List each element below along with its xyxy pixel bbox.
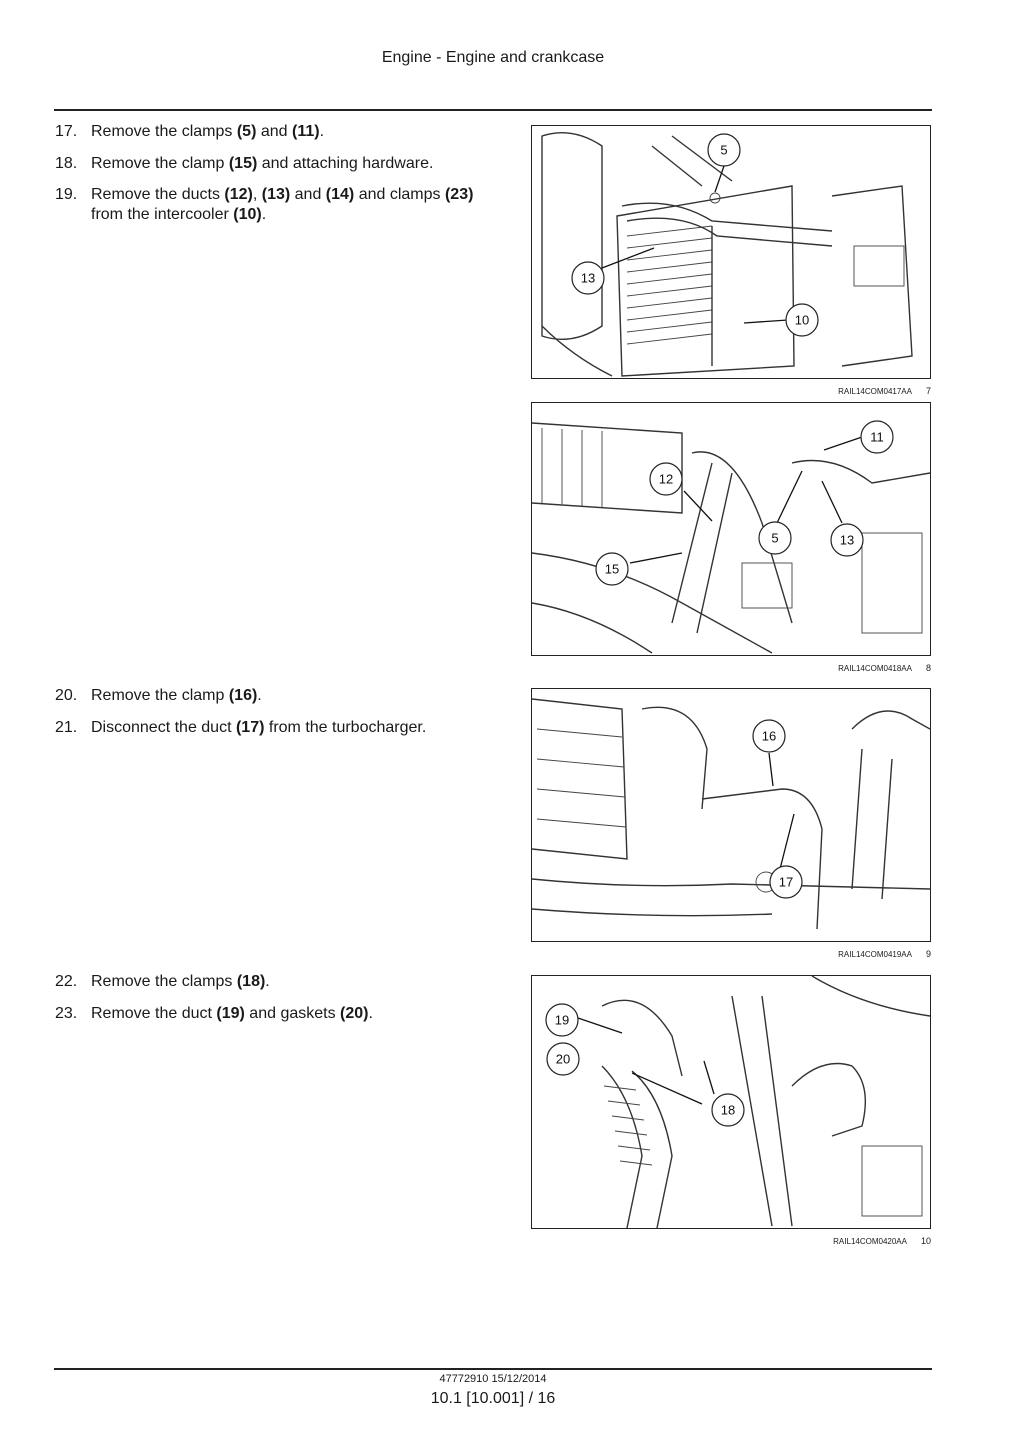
step-19 [55,185,505,225]
svg-text:13: 13 [839,532,855,548]
callout-11 [861,421,893,453]
step-text [91,686,505,706]
reference-number: (17) [235,718,265,736]
step-text [91,185,505,225]
figure-10-caption [833,1236,931,1246]
step-text [91,1004,505,1024]
step-group-3 [55,972,505,1035]
step-text-run: Remove the ducts [91,186,225,203]
figure-8-caption [838,663,931,673]
callout-13 [572,262,604,294]
reference-number: (23) [444,186,474,203]
step-text-run: . [319,123,325,140]
svg-text:16: 16 [761,728,777,744]
figure-7-caption [838,386,931,396]
reference-number: (16) [228,687,258,704]
figure-9-caption [838,949,931,959]
step-number: 17. [55,123,78,140]
figure-number: 8 [925,663,931,673]
svg-text:11: 11 [870,429,884,445]
step-text-run: and [290,186,326,203]
svg-text:19: 19 [554,1012,570,1028]
step-21 [55,718,505,738]
callout-19 [546,1004,578,1036]
svg-text:10: 10 [794,312,810,328]
step-text-run: and gaskets [244,1004,341,1022]
figure-number: 9 [925,949,931,959]
svg-text:18: 18 [720,1102,736,1118]
step-23 [55,1004,505,1024]
step-text-run: . [265,973,270,990]
step-text-run: . [261,206,267,223]
footer-doc-ref: 47772910 15/12/2014 [439,1373,547,1385]
reference-number: (18) [236,973,266,990]
step-18 [55,154,505,174]
step-number: 18. [55,154,78,172]
step-number: 20. [55,687,78,704]
callout-17 [770,866,802,898]
step-17 [55,122,505,142]
step-number: 21. [55,718,78,736]
figure-8-illustration [531,402,931,656]
step-text [91,972,505,992]
step-text [91,122,505,142]
step-text-run: Remove the clamps [91,973,237,990]
svg-text:17: 17 [778,874,794,890]
step-text-run: Remove the clamp [91,687,229,704]
figure-7-illustration [531,125,931,379]
reference-number: (5) [236,123,257,140]
svg-text:15: 15 [604,561,620,577]
step-number: 23. [55,1004,78,1022]
step-text-run: Remove the clamp [91,154,229,172]
reference-number: (14) [325,186,355,203]
callout-15 [596,553,628,585]
callout-13 [831,524,863,556]
reference-number: (11) [292,123,320,140]
step-text-run: Remove the clamps [91,123,237,140]
step-text-run: Disconnect the duct [91,718,236,736]
step-text-run: and clamps [354,186,445,203]
svg-text:12: 12 [658,471,674,487]
step-text-run: and attaching hardware. [257,154,434,172]
callout-18 [712,1094,744,1126]
step-text-run: from the turbocharger. [264,718,427,736]
step-text-run: , [252,186,262,203]
figure-number: 10 [920,1236,931,1246]
svg-text:13: 13 [580,270,596,286]
step-22 [55,972,505,992]
step-text-run: . [368,1004,373,1022]
reference-number: (19) [216,1004,245,1022]
step-text-run: . [257,687,262,704]
reference-number: (15) [228,154,258,172]
reference-number: (13) [261,186,291,203]
callout-5 [708,134,740,166]
step-text [91,154,505,174]
figure-9-illustration [531,688,931,942]
callout-10 [786,304,818,336]
callout-12 [650,463,682,495]
footer-page-ref: 10.1 [10.001] / 16 [430,1390,556,1407]
svg-text:20: 20 [555,1051,571,1067]
svg-text:5: 5 [771,530,779,546]
svg-text:5: 5 [720,142,728,158]
figure-number: 7 [925,386,931,396]
page-header-title: Engine - Engine and crankcase [381,49,605,66]
header-divider [54,109,932,111]
reference-number: (20) [340,1004,369,1022]
callout-16 [753,720,785,752]
callout-5 [759,522,791,554]
step-number: 22. [55,973,78,990]
step-text [91,718,505,738]
footer-divider [54,1368,932,1370]
step-group-2 [55,686,505,749]
step-20 [55,686,505,706]
step-number: 19. [55,186,78,203]
reference-number: (10) [233,206,262,223]
step-text-run: from the intercooler [91,206,234,223]
figure-code: RAIL14COM0420AA [833,1237,907,1246]
step-group-1 [55,122,505,237]
callout-20 [547,1043,579,1075]
figure-code: RAIL14COM0418AA [838,664,912,673]
step-text-run: Remove the duct [91,1004,217,1022]
step-text-run: and [256,123,292,140]
figure-code: RAIL14COM0417AA [838,387,912,396]
reference-number: (12) [224,186,253,203]
figure-10-illustration [531,975,931,1229]
figure-code: RAIL14COM0419AA [838,950,912,959]
